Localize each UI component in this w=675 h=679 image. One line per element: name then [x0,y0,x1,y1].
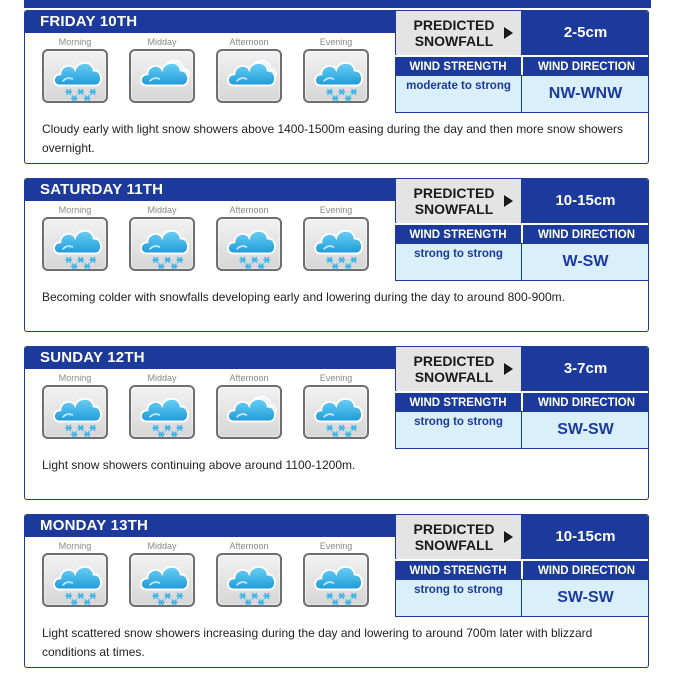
snow-cloud-icon [309,221,367,271]
forecast-day-card [24,10,649,164]
weather-icon-box [42,385,108,439]
cloud-icon [222,53,280,103]
forecast-description: Light scattered snow showers increasing during the day and lowering to around 700m later with blizzard conditions at times. [42,626,593,659]
forecast-period [296,203,376,271]
wind-strength-label: WIND STRENGTH [395,559,521,579]
wind-strength-label: WIND STRENGTH [395,391,521,411]
period-label: Midday [147,205,177,215]
forecast-description: Cloudy early with light snow showers above 1400-1500m easing during the day and then more snow showers overnight. [42,122,623,155]
wind-direction-label: WIND DIRECTION [523,55,649,75]
forecast-period [296,35,376,103]
weather-icon-box [129,385,195,439]
snowfall-amount: 2-5cm [521,11,649,55]
arrow-right-icon [504,195,513,207]
forecast-period [35,371,115,439]
forecast-period [35,203,115,271]
period-label: Afternoon [229,541,269,551]
day-title: SATURDAY 11TH [25,179,395,201]
arrow-right-icon [504,531,513,543]
predicted-snowfall-header [395,11,521,55]
period-label: Evening [319,205,353,215]
snow-cloud-icon [48,53,106,103]
weather-icon-box [216,217,282,271]
snow-cloud-icon [309,389,367,439]
forecast-period [122,35,202,103]
period-label: Morning [58,373,92,383]
weather-icon-box [216,553,282,607]
day-title: MONDAY 13TH [25,515,395,537]
weather-icon-box [216,49,282,103]
wind-direction-label: WIND DIRECTION [523,223,649,243]
forecast-period [296,539,376,607]
predicted-snowfall-header [395,179,521,223]
forecast-day-card [24,514,649,668]
predicted-snowfall-label: PREDICTED SNOWFALL [413,17,495,49]
predicted-snowfall-label: PREDICTED SNOWFALL [413,353,495,385]
wind-direction-value: W-SW [521,243,649,281]
cloud-icon [222,389,280,439]
period-label: Afternoon [229,205,269,215]
snow-cloud-icon [48,221,106,271]
wind-strength-value: strong to strong [395,411,522,449]
wind-strength-label: WIND STRENGTH [395,223,521,243]
snow-cloud-icon [135,557,193,607]
period-label: Morning [58,205,92,215]
period-label: Midday [147,373,177,383]
weather-icon-box [303,49,369,103]
wind-direction-value: SW-SW [521,579,649,617]
period-label: Afternoon [229,373,269,383]
top-banner-edge [24,0,651,8]
snowfall-amount: 10-15cm [521,179,649,223]
predicted-snowfall-label: PREDICTED SNOWFALL [413,185,495,217]
period-label: Evening [319,541,353,551]
forecast-period [122,371,202,439]
snow-cloud-icon [48,389,106,439]
wind-direction-value: NW-WNW [521,75,649,113]
forecast-period [122,203,202,271]
period-label: Midday [147,37,177,47]
wind-strength-label: WIND STRENGTH [395,55,521,75]
forecast-day-card [24,346,649,500]
weather-icon-box [303,217,369,271]
day-title: FRIDAY 10TH [25,11,395,33]
wind-direction-label: WIND DIRECTION [523,559,649,579]
snow-cloud-icon [135,389,193,439]
forecast-period [35,539,115,607]
arrow-right-icon [504,363,513,375]
forecast-period [296,371,376,439]
predicted-snowfall-header [395,515,521,559]
day-title: SUNDAY 12TH [25,347,395,369]
period-label: Evening [319,37,353,47]
forecast-period [209,371,289,439]
wind-direction-label: WIND DIRECTION [523,391,649,411]
cloud-icon [135,53,193,103]
weather-icon-box [42,553,108,607]
snow-cloud-icon [135,221,193,271]
period-label: Evening [319,373,353,383]
weather-icon-box [42,49,108,103]
snow-cloud-icon [309,557,367,607]
wind-direction-value: SW-SW [521,411,649,449]
weather-icon-box [303,553,369,607]
snow-cloud-icon [222,557,280,607]
snowfall-amount: 10-15cm [521,515,649,559]
weather-icon-box [129,49,195,103]
forecast-period [122,539,202,607]
period-label: Afternoon [229,37,269,47]
forecast-description: Light snow showers continuing above around 1100-1200m. [42,458,356,472]
forecast-period [209,539,289,607]
predicted-snowfall-header [395,347,521,391]
forecast-period [209,35,289,103]
weather-icon-box [42,217,108,271]
weather-icon-box [303,385,369,439]
snow-cloud-icon [48,557,106,607]
period-label: Morning [58,541,92,551]
snow-cloud-icon [309,53,367,103]
snowfall-amount: 3-7cm [521,347,649,391]
forecast-period [35,35,115,103]
snow-cloud-icon [222,221,280,271]
weather-icon-box [129,217,195,271]
wind-strength-value: strong to strong [395,243,522,281]
weather-icon-box [129,553,195,607]
period-label: Morning [58,37,92,47]
forecast-day-card [24,178,649,332]
wind-strength-value: strong to strong [395,579,522,617]
period-label: Midday [147,541,177,551]
predicted-snowfall-label: PREDICTED SNOWFALL [413,521,495,553]
forecast-period [209,203,289,271]
forecast-description: Becoming colder with snowfalls developing early and lowering during the day to around 800-900m. [42,290,565,304]
arrow-right-icon [504,27,513,39]
weather-icon-box [216,385,282,439]
wind-strength-value: moderate to strong [395,75,522,113]
